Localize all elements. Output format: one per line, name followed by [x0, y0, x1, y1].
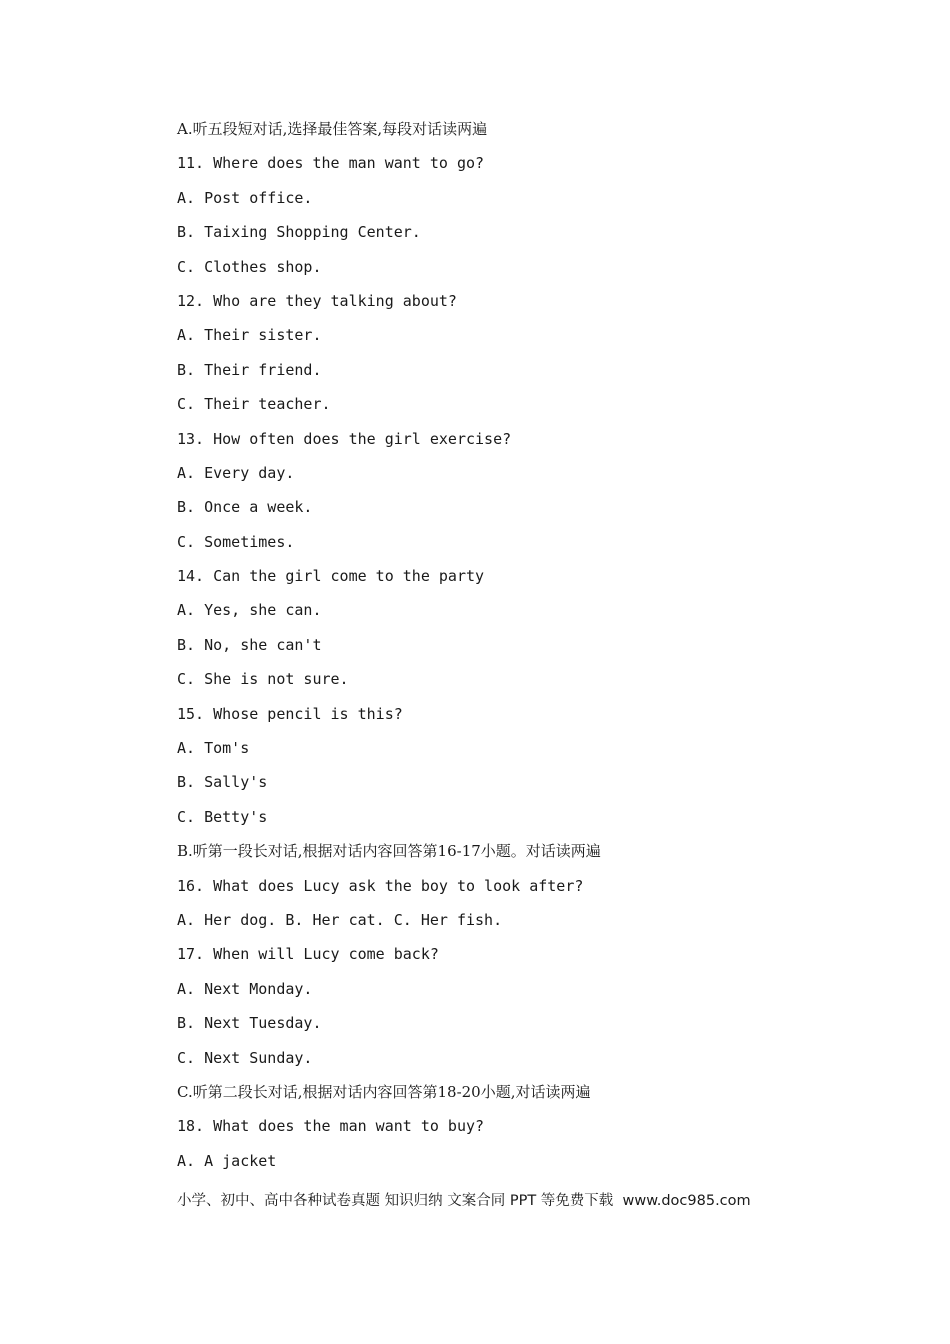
page-footer: 小学、初中、高中各种试卷真题 知识归纳 文案合同 PPT 等免费下载 www.doc985.com [177, 1193, 751, 1209]
question-text: 18. What does the man want to buy? [177, 1117, 485, 1136]
answer-option: A. Every day. [177, 463, 295, 482]
section-heading: C.听第二段长对话,根据对话内容回答第18-20小题,对话读两遍 [177, 1082, 591, 1101]
answer-option: A. Tom's [177, 739, 250, 758]
question-text: 14. Can the girl come to the party [177, 567, 485, 586]
answer-option: A. Yes, she can. [177, 601, 322, 620]
answer-option: B. No, she can't [177, 635, 322, 654]
answer-option: C. Clothes shop. [177, 257, 322, 276]
question-text: 11. Where does the man want to go? [177, 154, 485, 173]
question-text: 16. What does Lucy ask the boy to look after? [177, 876, 584, 895]
answer-option: B. Sally's [177, 773, 268, 792]
answer-option: C. Their teacher. [177, 395, 331, 414]
answer-option: B. Taixing Shopping Center. [177, 223, 421, 242]
answer-option: A. Next Monday. [177, 979, 313, 998]
question-text: 13. How often does the girl exercise? [177, 429, 512, 448]
answer-option: C. Sometimes. [177, 532, 295, 551]
answer-option: C. Next Sunday. [177, 1048, 313, 1067]
answer-option: C. She is not sure. [177, 670, 349, 689]
question-text: 17. When will Lucy come back? [177, 945, 439, 964]
answer-option: A. Their sister. [177, 326, 322, 345]
answer-option: B. Next Tuesday. [177, 1014, 322, 1033]
answer-option: A. A jacket [177, 1151, 277, 1170]
answer-option: C. Betty's [177, 807, 268, 826]
question-text: 15. Whose pencil is this? [177, 704, 403, 723]
answer-option: B. Their friend. [177, 360, 322, 379]
answer-option: A. Post office. [177, 188, 313, 207]
answer-option: A. Her dog. B. Her cat. C. Her fish. [177, 910, 503, 929]
question-text: 12. Who are they talking about? [177, 291, 457, 310]
section-heading: A.听五段短对话,选择最佳答案,每段对话读两遍 [177, 120, 488, 138]
answer-option: B. Once a week. [177, 498, 313, 517]
section-heading: B.听第一段长对话,根据对话内容回答第16-17小题。对话读两遍 [177, 842, 601, 861]
document-body [177, 118, 897, 1184]
